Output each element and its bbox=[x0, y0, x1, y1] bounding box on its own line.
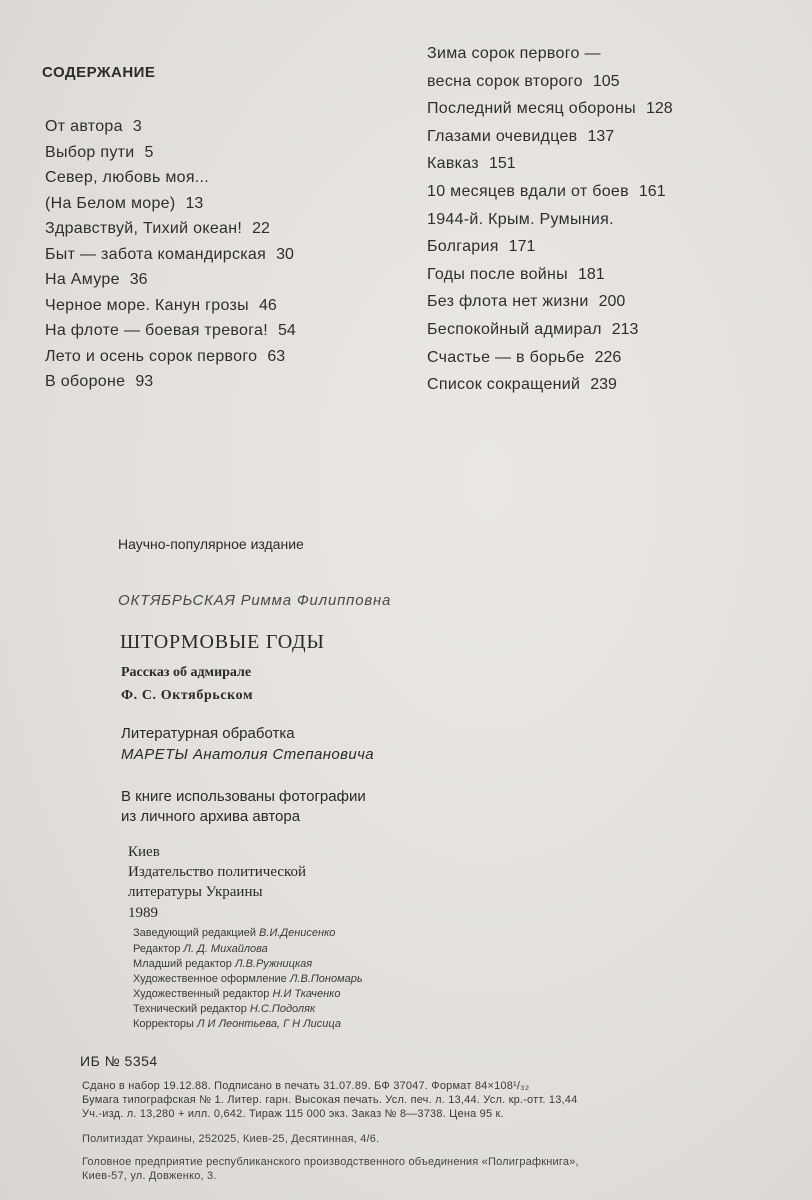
toc-entry-page: 181 bbox=[577, 265, 605, 283]
photos-note-line-2: из личного архива автора bbox=[121, 808, 301, 825]
toc-entry bbox=[427, 100, 673, 118]
credit-role: Корректоры bbox=[133, 1018, 194, 1030]
processor-surname: МАРЕТЫ bbox=[121, 746, 189, 763]
toc-entry-page: 5 bbox=[144, 143, 154, 161]
toc-entry-title: От автора bbox=[45, 118, 123, 135]
book-title: ШТОРМОВЫЕ ГОДЫ bbox=[120, 631, 325, 653]
book-subtitle-line-2: Ф. С. Октябрьском bbox=[121, 688, 254, 703]
toc-entry-title: (На Белом море) bbox=[45, 194, 176, 212]
toc-entry-title: На флоте — боевая тревога! bbox=[45, 322, 268, 339]
publisher-line-1: Издательство политической bbox=[128, 864, 307, 880]
toc-entry bbox=[45, 348, 285, 366]
toc-entry bbox=[427, 376, 617, 394]
edition-type: Научно-популярное издание bbox=[118, 536, 304, 552]
credit-row bbox=[133, 988, 340, 1000]
toc-right-column bbox=[427, 45, 767, 405]
print-info-line-3: Уч.-изд. л. 13,280 + илл. 0,642. Тираж 115 000 экз. Заказ № 8—3738. Цена 95 к. bbox=[82, 1108, 504, 1120]
toc-entry-page: 22 bbox=[252, 220, 270, 237]
toc-entry bbox=[45, 373, 153, 391]
credit-row bbox=[133, 1018, 341, 1030]
publisher-line-2: литературы Украины bbox=[128, 884, 263, 900]
credit-role: Художественный редактор bbox=[133, 988, 270, 1000]
author-line bbox=[118, 592, 391, 609]
credit-row bbox=[133, 973, 363, 985]
toc-entry bbox=[45, 246, 294, 264]
toc-entry-title: Счастье — в борьбе bbox=[427, 348, 585, 366]
credit-role: Заведующий редакцией bbox=[133, 927, 256, 939]
toc-entry-page: 137 bbox=[587, 127, 615, 145]
credit-role: Художественное оформление bbox=[133, 973, 287, 985]
credit-role: Редактор bbox=[133, 943, 181, 955]
photos-note-line-1: В книге использованы фотографии bbox=[121, 788, 366, 805]
toc-entry-title: Выбор пути bbox=[45, 143, 135, 161]
toc-entry bbox=[427, 211, 624, 229]
toc-entry bbox=[45, 297, 277, 315]
toc-entry-title: Болгария bbox=[427, 238, 499, 256]
toc-entry-page: 161 bbox=[638, 183, 666, 200]
author-name: Римма Филипповна bbox=[240, 592, 392, 609]
toc-entry-page: 239 bbox=[590, 376, 617, 394]
toc-entry bbox=[427, 128, 614, 146]
toc-entry-page: 36 bbox=[129, 271, 148, 288]
credit-name: Н.С.Подоляк bbox=[249, 1003, 316, 1015]
credit-name: Л И Леонтьева, Г Н Лисица bbox=[196, 1018, 341, 1030]
toc-entry-title: Север, любовь моя... bbox=[45, 169, 210, 186]
credit-role: Младший редактор bbox=[133, 958, 232, 970]
credit-name: Л.В.Пономарь bbox=[289, 973, 363, 985]
toc-entry bbox=[45, 271, 148, 289]
author-surname: ОКТЯБРЬСКАЯ bbox=[118, 592, 236, 609]
print-info-line-1: Сдано в набор 19.12.88. Подписано в печать 31.07.89. БФ 37047. Формат 84×108¹/₃₂ bbox=[82, 1080, 530, 1092]
toc-entry bbox=[427, 155, 516, 173]
book-subtitle-line-1: Рассказ об адмирале bbox=[121, 665, 252, 680]
toc-entry-title: Лето и осень сорок первого bbox=[45, 347, 258, 365]
credit-row bbox=[133, 1003, 315, 1015]
toc-entry-title: Черное море. Канун грозы bbox=[45, 296, 249, 314]
credit-name: Л.В.Ружницкая bbox=[234, 958, 313, 970]
toc-entry-page: 200 bbox=[598, 293, 626, 311]
toc-entry-page: 213 bbox=[611, 321, 639, 338]
toc-entry-page: 151 bbox=[488, 155, 516, 173]
toc-entry-title: Здравствуй, Тихий океан! bbox=[45, 220, 243, 237]
toc-entry-title: 1944-й. Крым. Румыния. bbox=[427, 210, 614, 228]
toc-left-column bbox=[45, 118, 385, 418]
toc-entry bbox=[427, 266, 605, 284]
toc-entry-title: На Амуре bbox=[45, 271, 120, 288]
toc-entry bbox=[45, 144, 153, 162]
toc-entry-page: 63 bbox=[267, 347, 286, 365]
toc-entry-page: 13 bbox=[185, 194, 204, 212]
toc-entry-title: В обороне bbox=[45, 373, 126, 390]
toc-entry-title: Список сокращений bbox=[427, 376, 581, 394]
toc-entry-title: Зима сорок первого — bbox=[427, 45, 601, 62]
toc-entry-title: Глазами очевидцев bbox=[427, 127, 578, 145]
literary-processor bbox=[121, 746, 374, 763]
toc-entry-page: 128 bbox=[645, 100, 673, 118]
literary-processing-label: Литературная обработка bbox=[121, 725, 295, 742]
toc-entry-title: Быт — забота командирская bbox=[45, 245, 267, 263]
credit-name: Н.И Ткаченко bbox=[272, 988, 341, 1000]
publisher-address: Политиздат Украины, 252025, Киев-25, Десятинная, 4/6. bbox=[82, 1133, 380, 1145]
toc-entry bbox=[45, 195, 203, 213]
toc-entry bbox=[427, 349, 621, 367]
toc-entry bbox=[427, 73, 620, 91]
publication-year: 1989 bbox=[128, 905, 158, 921]
printer-line-2: Киев-57, ул. Довженко, 3. bbox=[82, 1170, 217, 1182]
credit-name: Л. Д. Михайлова bbox=[183, 943, 268, 955]
credit-row bbox=[133, 927, 335, 939]
toc-entry-title: Последний месяц обороны bbox=[427, 100, 636, 118]
toc-entry-title: Годы после войны bbox=[427, 265, 568, 283]
print-info-line-2: Бумага типографская № 1. Литер. гарн. Высокая печать. Усл. печ. л. 13,44. Усл. кр.-отт. 13,44 bbox=[82, 1094, 578, 1106]
toc-entry-page: 226 bbox=[594, 348, 622, 366]
processor-name: Анатолия Степановича bbox=[192, 746, 375, 763]
toc-entry-title: Беспокойный адмирал bbox=[427, 321, 602, 338]
printer-line-1: Головное предприятие республиканского производственного объединения «Полиграфкнига», bbox=[82, 1156, 579, 1168]
toc-entry bbox=[427, 293, 625, 311]
toc-entry-page: 171 bbox=[508, 238, 536, 256]
toc-entry bbox=[427, 183, 666, 201]
toc-entry bbox=[45, 169, 219, 187]
ib-number: ИБ № 5354 bbox=[80, 1053, 158, 1069]
toc-entry-title: Кавказ bbox=[427, 155, 479, 173]
toc-entry-page: 93 bbox=[135, 373, 154, 390]
toc-entry bbox=[427, 238, 535, 256]
toc-entry-page: 30 bbox=[276, 245, 294, 263]
credit-name: В.И.Денисенко bbox=[259, 927, 336, 939]
toc-entry-page: 54 bbox=[277, 322, 296, 339]
toc-entry-page: 105 bbox=[592, 72, 620, 90]
publisher-city: Киев bbox=[128, 844, 160, 860]
credit-row bbox=[133, 943, 268, 955]
credit-row bbox=[133, 958, 312, 970]
toc-entry-title: Без флота нет жизни bbox=[427, 293, 589, 311]
toc-entry bbox=[45, 220, 270, 238]
toc-entry-title: 10 месяцев вдали от боев bbox=[427, 183, 629, 200]
toc-entry-page: 3 bbox=[132, 118, 142, 135]
toc-entry-title: весна сорок второго bbox=[427, 72, 583, 90]
toc-heading: СОДЕРЖАНИЕ bbox=[42, 64, 156, 81]
toc-entry bbox=[427, 321, 638, 339]
credit-role: Технический редактор bbox=[133, 1003, 247, 1015]
toc-entry bbox=[45, 118, 142, 136]
toc-entry bbox=[427, 45, 611, 63]
toc-entry-page: 46 bbox=[258, 296, 277, 314]
toc-entry bbox=[45, 322, 296, 340]
